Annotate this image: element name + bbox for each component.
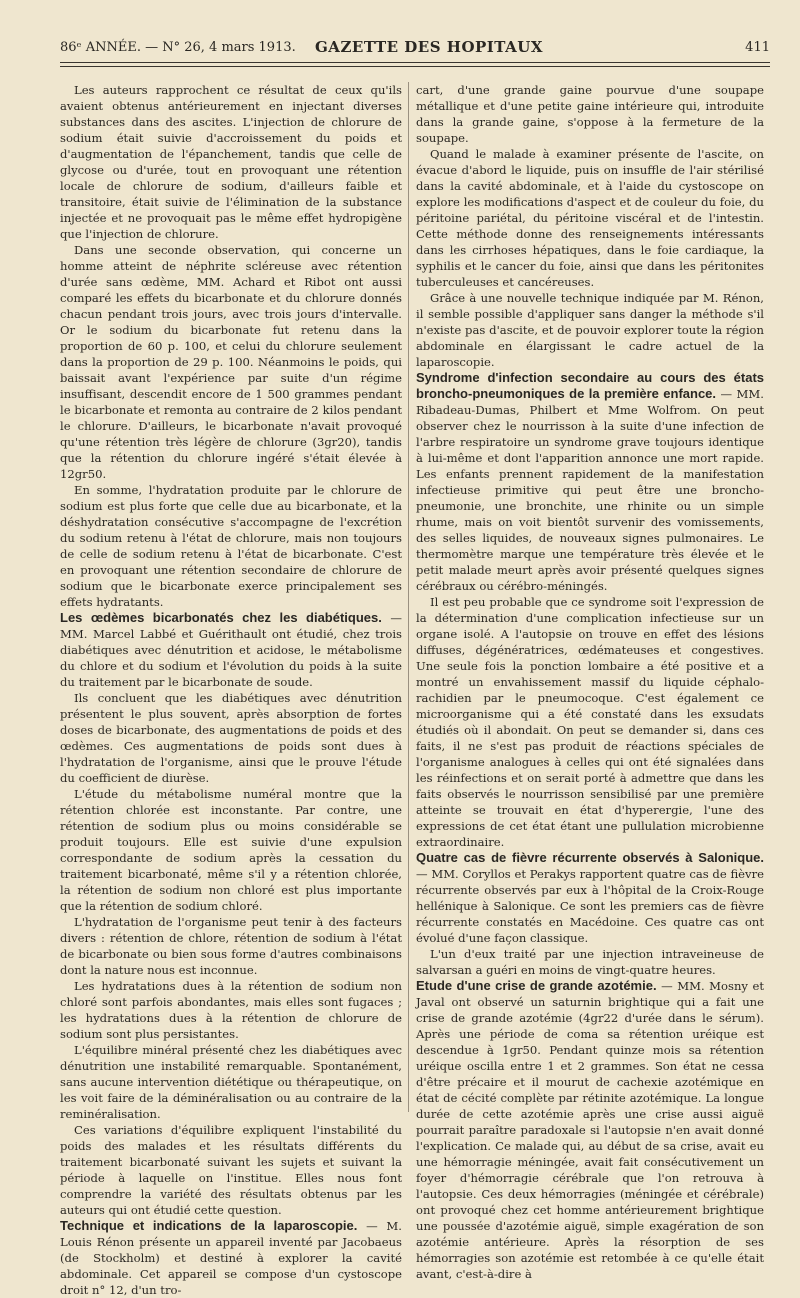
- section-intro: — MM. Marcel Labbé et Guérithault ont étudié, chez trois diabétiques avec dénutrition et acidose, le métabolisme du chlore et du sodium et l'évolution du poids à la suite du traitement par le bicarbonate de soude.: [60, 611, 402, 689]
- paragraph: En somme, l'hydratation produite par le chlorure de sodium est plus forte que celle due au bicarbonate, et la déshydratation consécutive s'accompagne de l'excrétion du sodium retenu à l'état de chlorure, mais non toujours de celle de sodium retenu à l'état de bicarbonate. C'est en provoquant une rétention secondaire de chlorure de sodium que le bicarbonate exerce principalement ses effets hydratants.: [60, 483, 402, 609]
- journal-title: GAZETTE DES HOPITAUX: [315, 38, 544, 56]
- page-header: [60, 38, 770, 60]
- section-intro: — MM. Mosny et Javal ont observé un saturnin brightique qui a fait une crise de grande azotémie (4gr22 d'urée dans le sérum). Après une période de coma sa rétention uréique est descendue à 1gr50. Pendant quinze mois sa rétention uréique oscilla entre 1 et 2 grammes. Son état ne cessa d'être précaire et il mourut de cachexie azotémique en état de cécité complète par rétinite azotémique. La longue durée de cette azotémie après une crise aussi aiguë pourrait paraître paradoxale si l'autopsie n'en avait donné l'explication. Ce malade qui, au début de sa crise, avait eu une hémorragie méningée, avait fait consécutivement un foyer d'hémorragie cérébrale que l'on retrouva à l'autopsie. Ces deux hémorragies (méningée et cérébrale) ont provoqué chez cet homme antérieurement brightique une poussée d'azotémie aiguë, simple exagération de son azotémie antérieure. Après la résorption de ses hémorragies son azotémie est retombée à ce qu'elle était avant, c'est-à-dire à: [416, 979, 764, 1281]
- paragraph: L'étude du métabolisme numéral montre que la rétention chlorée est inconstante. Par contre, une rétention de sodium plus ou moins considérable se produit toujours. Elle est suivie d'une expulsion correspondante de sodium après la cessation du traitement bicarbonaté, même s'il y a rétention chlorée, la rétention de sodium non chloré est plus importante que la rétention de sodium chloré.: [60, 787, 402, 913]
- left-column: [60, 82, 402, 1297]
- section-intro: — MM. Coryllos et Perakys rapportent quatre cas de fièvre récurrente observés par eux à l'hôpital de la Croix-Rouge hellénique à Salonique. Ce sont les premiers cas de fièvre récurrente constatés en Macédoine. Ces quatre cas ont évolué d'une façon classique.: [416, 867, 764, 945]
- section-heading: Les œdèmes bicarbonatés chez les diabétiques.: [60, 610, 382, 625]
- paragraph: L'équilibre minéral présenté chez les diabétiques avec dénutrition une instabilité remarquable. Spontanément, sans aucune intervention diététique ou thérapeutique, on les voit faire de la déminéralisation ou au contraire de la reminéralisation.: [60, 1043, 402, 1121]
- section-heading: Syndrome d'infection secondaire au cours des états broncho-pneumoniques de la première enfance.: [416, 370, 764, 401]
- paragraph: Les hydratations dues à la rétention de sodium non chloré sont parfois abondantes, mais elles sont fugaces ; les hydratations dues à la rétention de chlorure de sodium sont plus persistantes.: [60, 979, 402, 1041]
- section-intro: — M. Louis Rénon présente un appareil inventé par Jacobaeus (de Stockholm) et destiné à explorer la cavité abdominale. Cet appareil se compose d'un cystoscope droit n° 12, d'un tro-: [60, 1219, 402, 1297]
- issue-info: 86ᵉ ANNÉE. — N° 26, 4 mars 1913.: [60, 40, 296, 55]
- header-rule: [60, 62, 770, 63]
- paragraph: cart, d'une grande gaine pourvue d'une soupape métallique et d'une petite gaine intérieure qui, introduite dans la grande gaine, s'oppose à la fermeture de la soupape.: [416, 83, 764, 145]
- section-heading: Quatre cas de fièvre récurrente observés à Salonique.: [416, 850, 764, 865]
- header-rule-double: [60, 66, 770, 67]
- paragraph: Ils concluent que les diabétiques avec dénutrition présentent le plus souvent, après absorption de fortes doses de bicarbonate, des augmentations de poids et des œdèmes. Ces augmentations de poids sont dues à l'hydratation de l'organisme, ainsi que le prouve l'étude du coefficient de diurèse.: [60, 691, 402, 785]
- paragraph: L'un d'eux traité par une injection intraveineuse de salvarsan a guéri en moins de vingt-quatre heures.: [416, 947, 764, 977]
- paragraph: Grâce à une nouvelle technique indiquée par M. Rénon, il semble possible d'appliquer sans danger la méthode s'il n'existe pas d'ascite, et de pouvoir explorer toute la région abdominale en élargissant le cadre actuel de la laparoscopie.: [416, 291, 764, 369]
- paragraph: Quand le malade à examiner présente de l'ascite, on évacue d'abord le liquide, puis on insuffle de l'air stérilisé dans la cavité abdominale, et à l'aide du cystoscope on explore les modifications d'aspect et de couleur du foie, du péritoine pariétal, du péritoine viscéral et de l'intestin. Cette méthode donne des renseignements intéressants dans les cirrhoses hépatiques, dans le foie cardiaque, la syphilis et le cancer du foie, ainsi que dans les péritonites tuberculeuses et cancéreuses.: [416, 147, 764, 289]
- page-number: 411: [745, 40, 770, 55]
- paragraph: Il est peu probable que ce syndrome soit l'expression de la détermination d'une complication infectieuse sur un organe isolé. A l'autopsie on trouve en effet des lésions diffuses, dégénératrices, œdémateuses et congestives. Une seule fois la ponction lombaire a été positive et a montré un envahissement massif du liquide céphalo-rachidien par le pneumocoque. C'est également ce microorganisme qui a été constaté dans les exsudats étudiés où il abondait. On peut se demander si, dans ces faits, il ne s'est pas produit de réactions spéciales de l'organisme analogues à celles qui ont été signalées dans les réinfections et on serait porté à admettre que dans les faits observés le nourrisson sensibilisé par une première atteinte se trouvait en état d'hyperergie, l'une des expressions de cet état étant une pullulation microbienne extraordinaire.: [416, 595, 764, 849]
- right-column: [416, 82, 764, 1281]
- paragraph: Dans une seconde observation, qui concerne un homme atteint de néphrite scléreuse avec rétention d'urée sans œdème, MM. Achard et Ribot ont aussi comparé les effets du bicarbonate et du chlorure donnés chacun pendant trois jours, avec trois jours d'intervalle. Or le sodium du bicarbonate fut retenu dans la proportion de 60 p. 100, et celui du chlorure seulement dans la proportion de 29 p. 100. Néanmoins le poids, qui baissait avant l'expérience par suite d'un régime insuffisant, descendit encore de 1 500 grammes pendant le bicarbonate et remonta au contraire de 2 kilos pendant le chlorure. D'ailleurs, le bicarbonate n'avait provoqué qu'une rétention très légère de chlorure (3gr20), tandis que la rétention du chlorure ingéré s'était élevée à 12gr50.: [60, 243, 402, 481]
- section-heading: Technique et indications de la laparoscopie.: [60, 1218, 358, 1233]
- paragraph: Les auteurs rapprochent ce résultat de ceux qu'ils avaient obtenus antérieurement en injectant diverses substances dans des ascites. L'injection de chlorure de sodium était suivie d'accroissement du poids et d'augmentation de l'épanchement, tandis que celle de glycose ou d'urée, tout en provoquant une rétention locale de chlorure de sodium, d'ailleurs faible et transitoire, était suivie de l'élimination de la substance injectée et ne provoquait pas le même effet hydropigène que l'injection de chlorure.: [60, 83, 402, 241]
- section-heading: Etude d'une crise de grande azotémie.: [416, 978, 657, 993]
- section-intro: — MM. Ribadeau-Dumas, Philbert et Mme Wolfrom. On peut observer chez le nourrisson à la suite d'une infection de l'arbre respiratoire un syndrome grave toujours identique à lui-même et dont l'apparition annonce une mort rapide. Les enfants prennent rapidement de la manifestation infectieuse primitive qui peut être une broncho-pneumonie, une bronchite, une rhinite ou un simple rhume, mais on voit bientôt survenir des vomissements, des selles liquides, de nouveaux signes pulmonaires. Le thermomètre marque une température très élevée et le petit malade meurt après avoir présenté quelques signes cérébraux ou cérébro-méningés.: [416, 387, 764, 593]
- paragraph: L'hydratation de l'organisme peut tenir à des facteurs divers : rétention de chlore, rétention de sodium à l'état de bicarbonate ou bien sous forme d'autres combinaisons dont la nature nous est inconnue.: [60, 915, 402, 977]
- paragraph: Ces variations d'équilibre expliquent l'instabilité du poids des malades et les résultats différents du traitement bicarbonaté suivant les sujets et suivant la période à laquelle on l'institue. Elles nous font comprendre la variété des résultats obtenus par les auteurs qui ont étudié cette question.: [60, 1123, 402, 1217]
- column-divider: [408, 82, 409, 1112]
